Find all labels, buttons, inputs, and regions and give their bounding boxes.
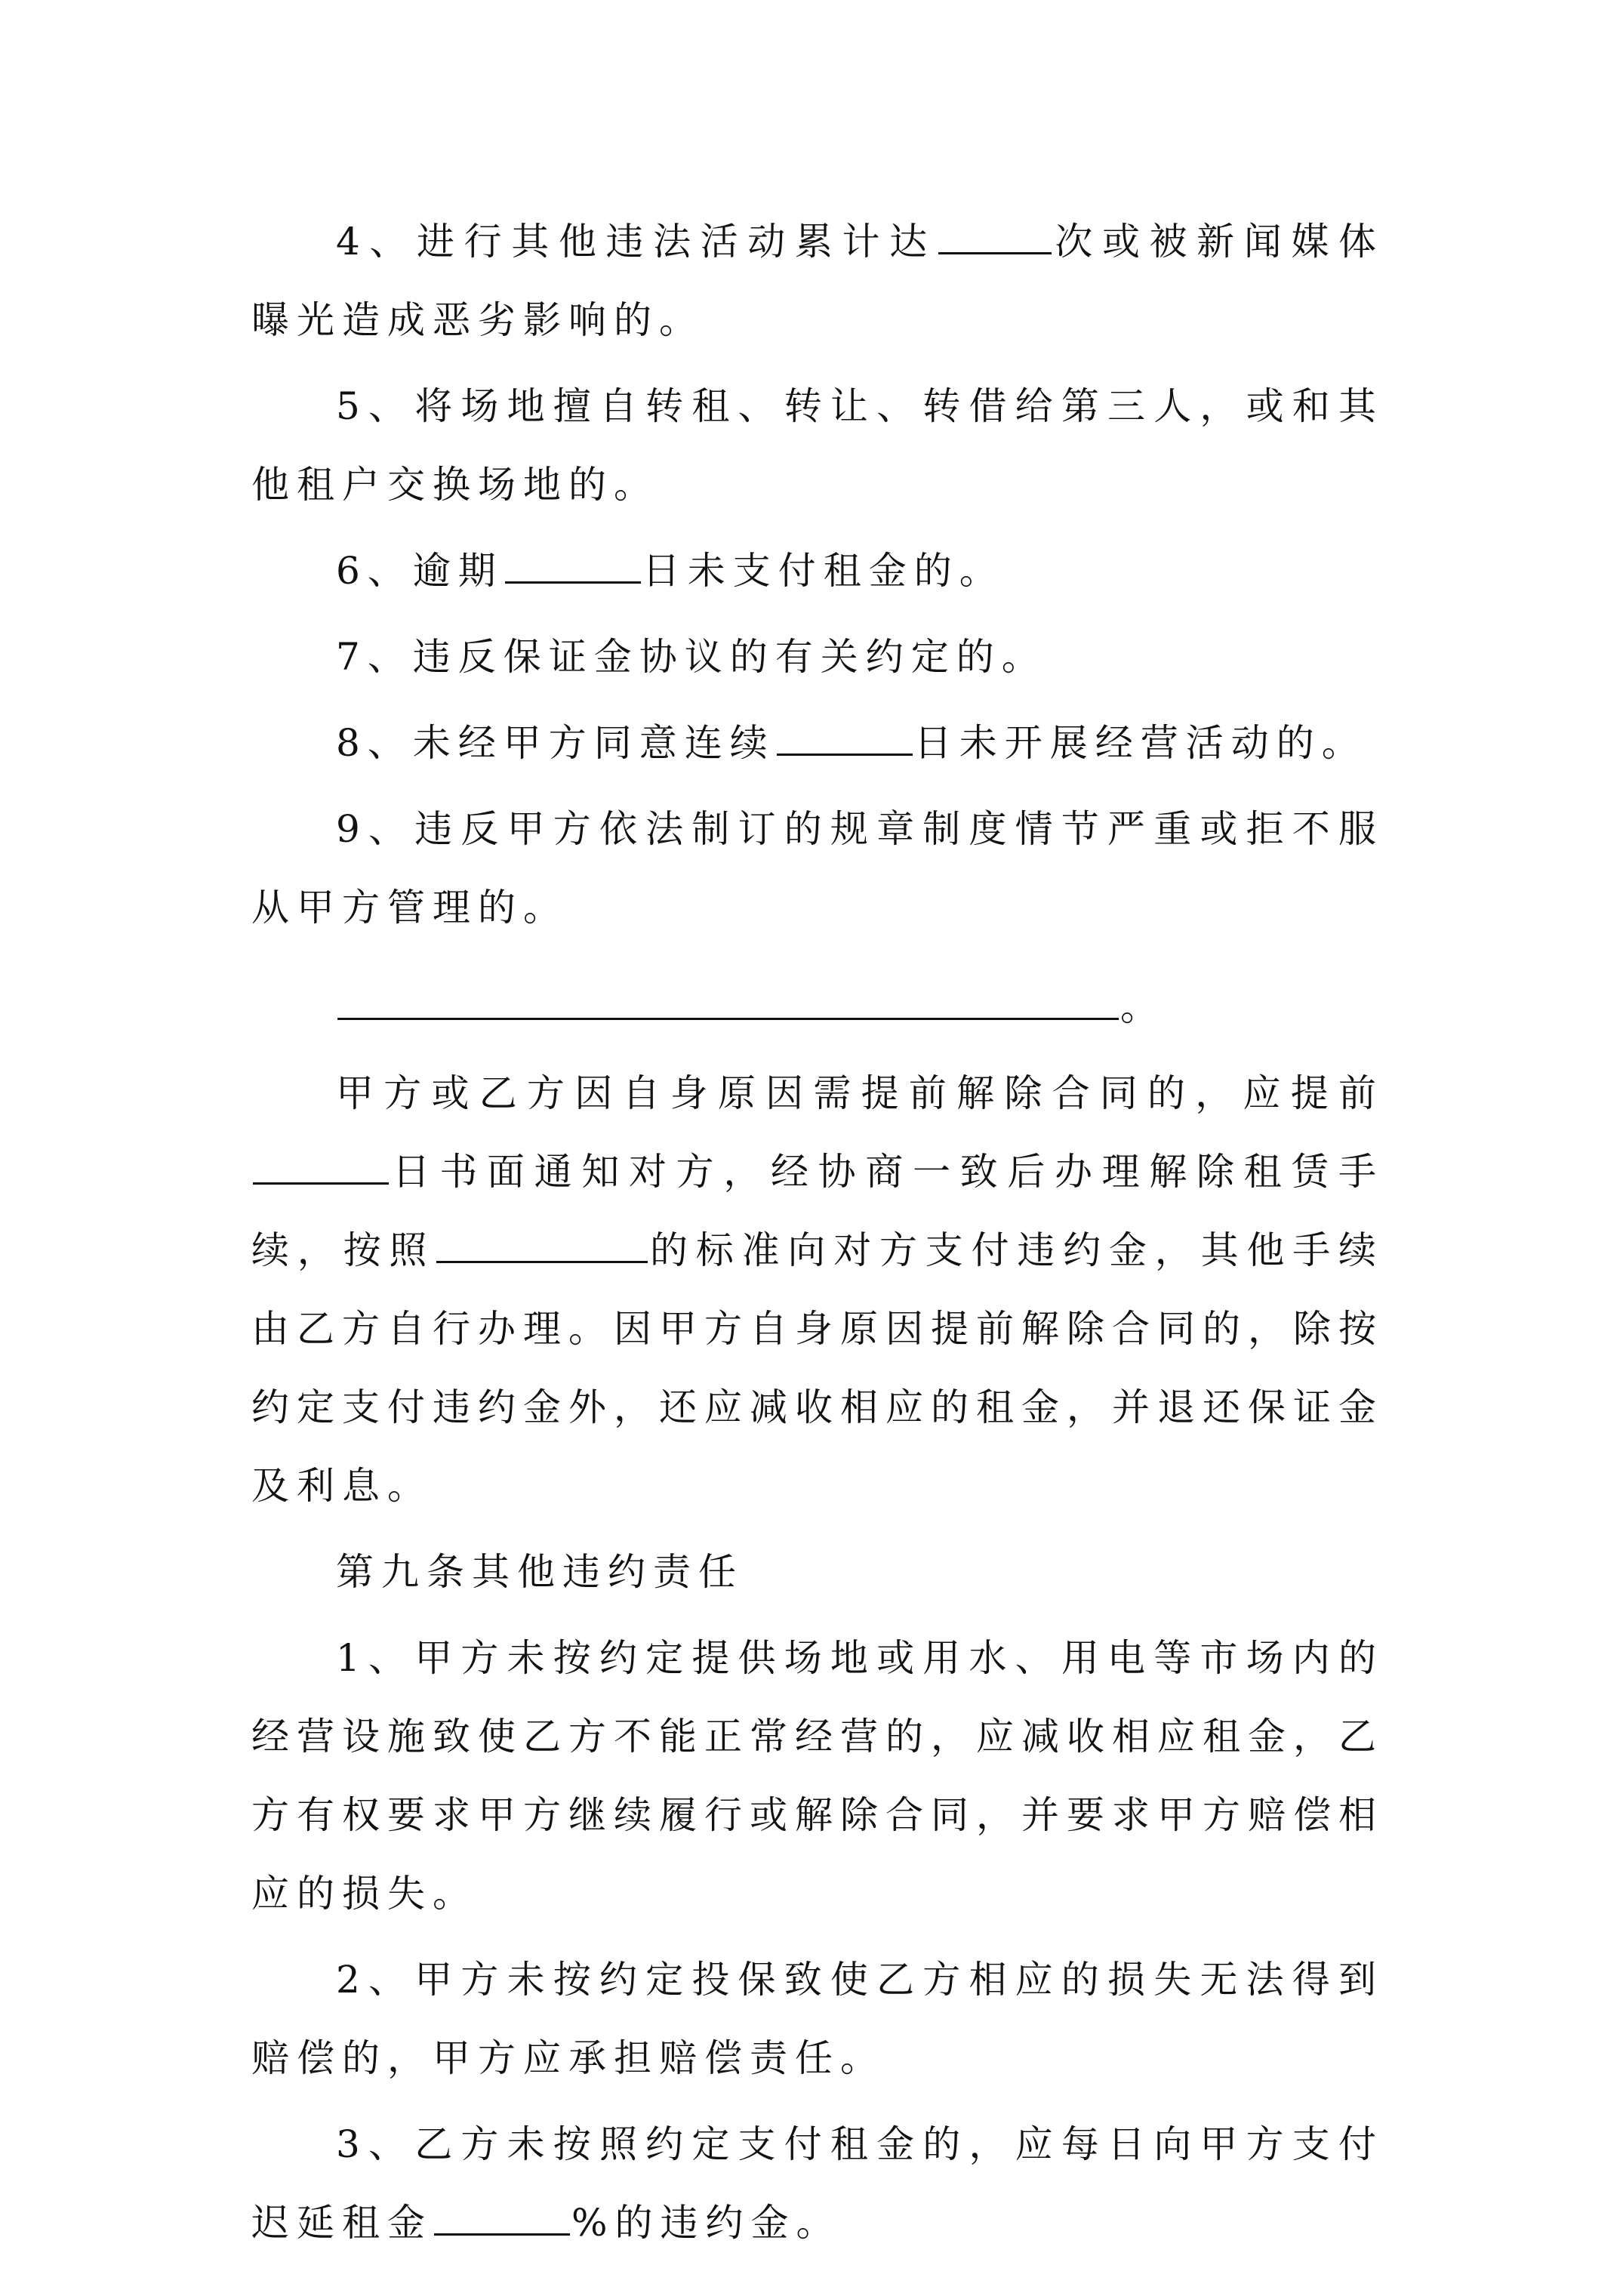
article-9-clause-1-text: 1、甲方未按约定提供场地或用水、用电等市场内的经营设施致使乙方不能正常经营的，应减收相应租金，乙方有权要求甲方继续履行或解除合同，并要求甲方赔偿相应的损失。 [251, 1636, 1384, 1915]
termination-text-1: 甲方或乙方因自身原因需提前解除合同的，应提前 [336, 1071, 1384, 1115]
clause-item-6 [251, 532, 1384, 610]
blank-line-end: 。 [1120, 985, 1166, 1029]
fill-blank [938, 211, 1052, 254]
clause-item-7-text: 7、违反保证金协议的有关约定的。 [336, 635, 1047, 679]
article-9-clause-2-text: 2、甲方未按约定投保致使乙方相应的损失无法得到赔偿的，甲方应承担赔偿责任。 [251, 1958, 1384, 2080]
clause-item-7 [251, 618, 1384, 696]
article-9-clause-2 [251, 1940, 1384, 2097]
clause-item-8-text-b: 日未开展经营活动的。 [913, 721, 1367, 765]
termination-text-3: 的标准向对方支付违约金，其他手续由乙方自行办理。因甲方自身原因提前解除合同的，除按约定支付违约金外，还应减收相应的租金，并退还保证金及利息。 [251, 1228, 1384, 1508]
clause-item-9 [251, 790, 1384, 947]
clause-item-8-text-a: 8、未经甲方同意连续 [336, 721, 775, 765]
article-9-clause-3-text-b: %的违约金。 [571, 2201, 842, 2245]
article-9-title: 第九条其他违约责任 [336, 1550, 744, 1594]
fill-blank [777, 713, 913, 756]
clause-item-4 [251, 202, 1384, 359]
fill-blank [436, 1220, 648, 1263]
fill-blank [434, 2193, 570, 2236]
fill-blank [253, 1142, 389, 1185]
article-9-clause-3-text-a: 3、乙方未按照约定支付租金的，应每日向甲方支付迟延租金 [251, 2122, 1384, 2245]
fill-blank [337, 977, 1119, 1020]
blank-line-item [251, 968, 1384, 1046]
clause-item-9-text: 9、违反甲方依法制订的规章制度情节严重或拒不服从甲方管理的。 [251, 807, 1384, 929]
clause-item-6-text-b: 日未支付租金的。 [642, 549, 1005, 593]
clause-item-4-text-a: 4、进行其他违法活动累计达 [336, 220, 937, 264]
clause-item-5 [251, 367, 1384, 524]
clause-item-6-text-a: 6、逾期 [336, 549, 504, 593]
article-9-clause-3 [251, 2105, 1384, 2262]
article-9-heading [251, 1533, 1384, 1611]
clause-item-5-text: 5、将场地擅自转租、转让、转借给第三人，或和其他租户交换场地的。 [251, 384, 1384, 507]
clause-item-8 [251, 704, 1384, 782]
article-9-clause-1 [251, 1619, 1384, 1933]
clause-item-4-text-b: 次或被新闻媒体曝光造成恶劣影响的。 [251, 220, 1384, 342]
document-body [251, 202, 1384, 2262]
termination-text-2: 日书面通知对方，经协商一致后办理解除租赁手续，按照 [251, 1150, 1384, 1272]
termination-paragraph [251, 1054, 1384, 1525]
fill-blank [505, 541, 641, 584]
